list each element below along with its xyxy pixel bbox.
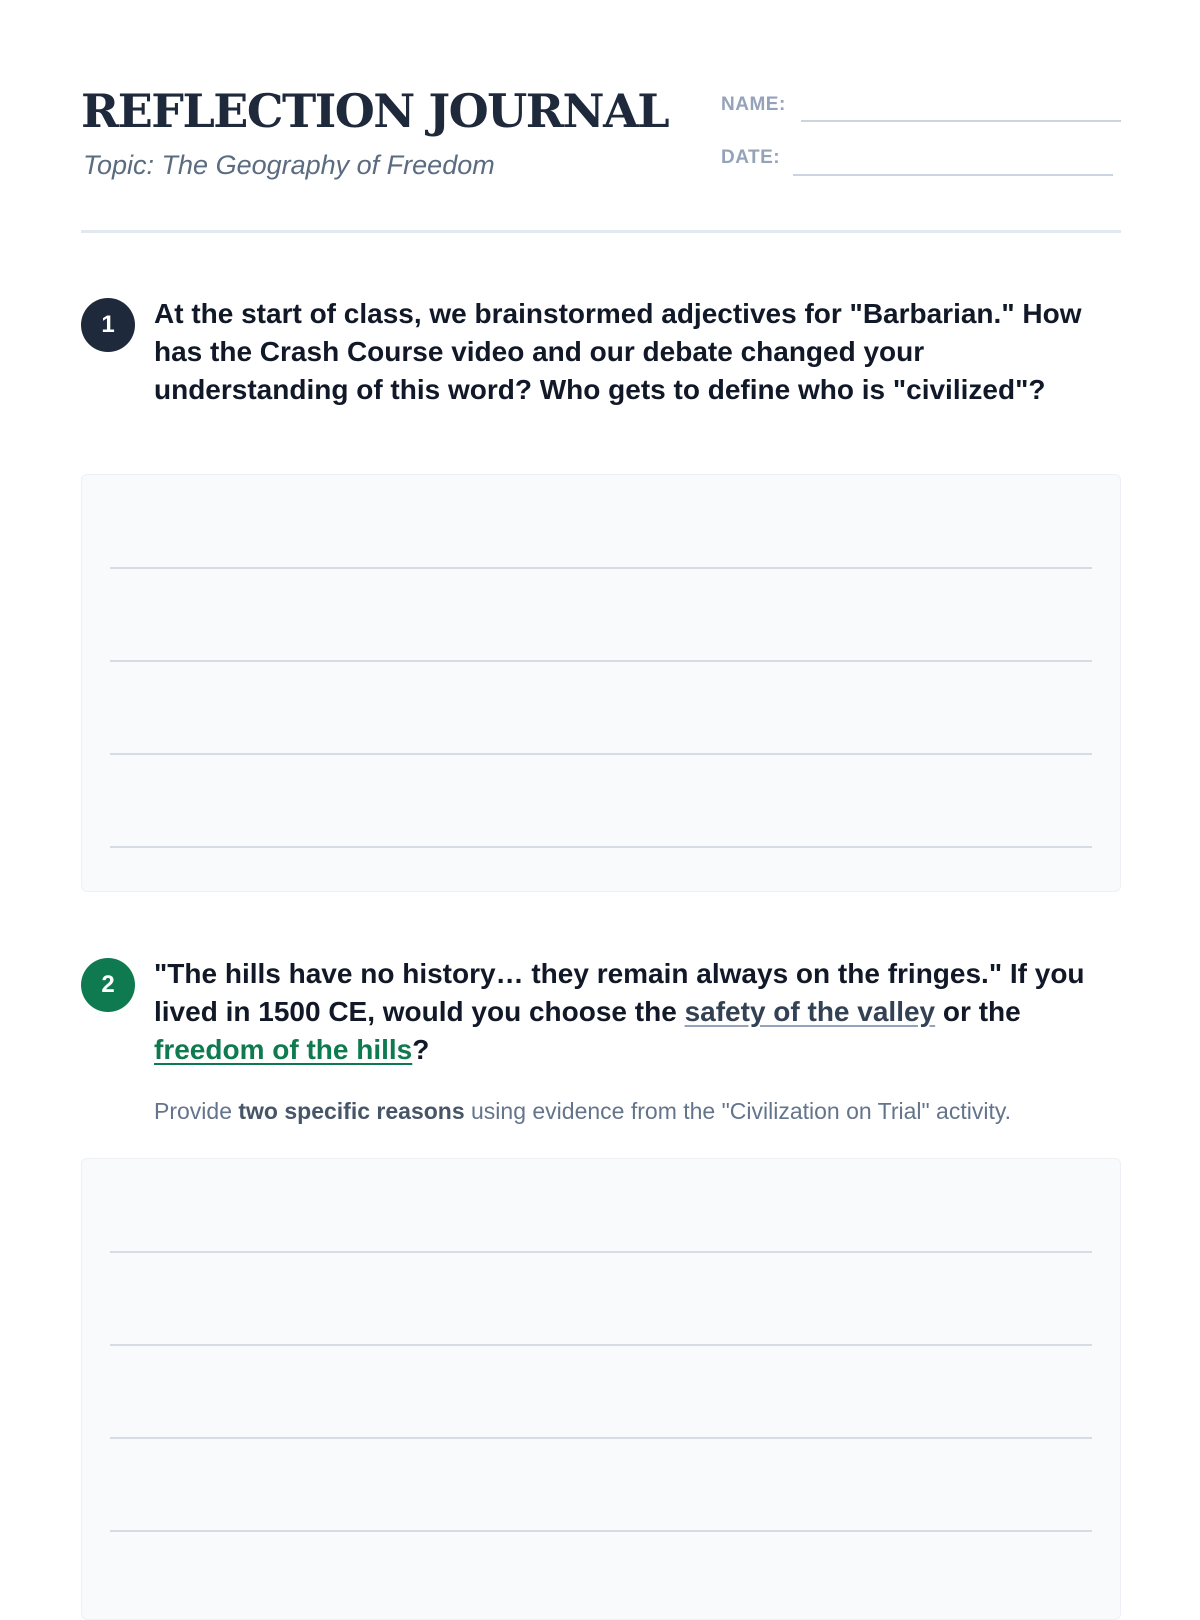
answer-line <box>110 846 1092 848</box>
highlight-safety-of-the-valley: safety of the valley <box>684 996 936 1027</box>
date-label: DATE: <box>721 147 781 168</box>
answer-line <box>110 1344 1092 1346</box>
question-2-text-part: or the <box>935 996 1021 1027</box>
date-field[interactable] <box>793 174 1113 176</box>
answer-line <box>110 660 1092 662</box>
question-2-answer-area[interactable] <box>81 1158 1121 1620</box>
hint-text: Provide <box>154 1098 239 1124</box>
question-2-instruction <box>154 1098 1114 1125</box>
question-1-number-badge: 1 <box>81 298 135 352</box>
answer-line <box>110 1251 1092 1253</box>
question-2-prompt <box>154 955 1114 1069</box>
highlight-freedom-of-the-hills: freedom of the hills <box>154 1034 413 1065</box>
topic-subtitle: Topic: The Geography of Freedom <box>83 150 495 180</box>
question-1-prompt: At the start of class, we brainstormed adjectives for "Barbarian." How has the Crash Course video and our debate changed your understanding of this word? Who gets to define who is "civilized"? <box>154 298 1082 405</box>
journal-header <box>81 80 1121 233</box>
question-2-number-badge: 2 <box>81 958 135 1012</box>
page-title: REFLECTION JOURNAL <box>81 84 669 138</box>
name-label: NAME: <box>721 94 786 115</box>
answer-line <box>110 567 1092 569</box>
name-field[interactable] <box>801 120 1121 122</box>
question-1-answer-area[interactable] <box>81 474 1121 892</box>
hint-emphasis: two specific reasons <box>238 1098 465 1124</box>
hint-text: using evidence from the "Civilization on Trial" activity. <box>464 1098 1012 1124</box>
question-2-text-part: "The hills have no history… they remain always on the fringes." If you lived in 1500 CE, would you choose the <box>154 958 1085 1027</box>
answer-line <box>110 1530 1092 1532</box>
answer-line <box>110 1437 1092 1439</box>
question-2-text-part: ? <box>412 1034 430 1065</box>
answer-line <box>110 753 1092 755</box>
